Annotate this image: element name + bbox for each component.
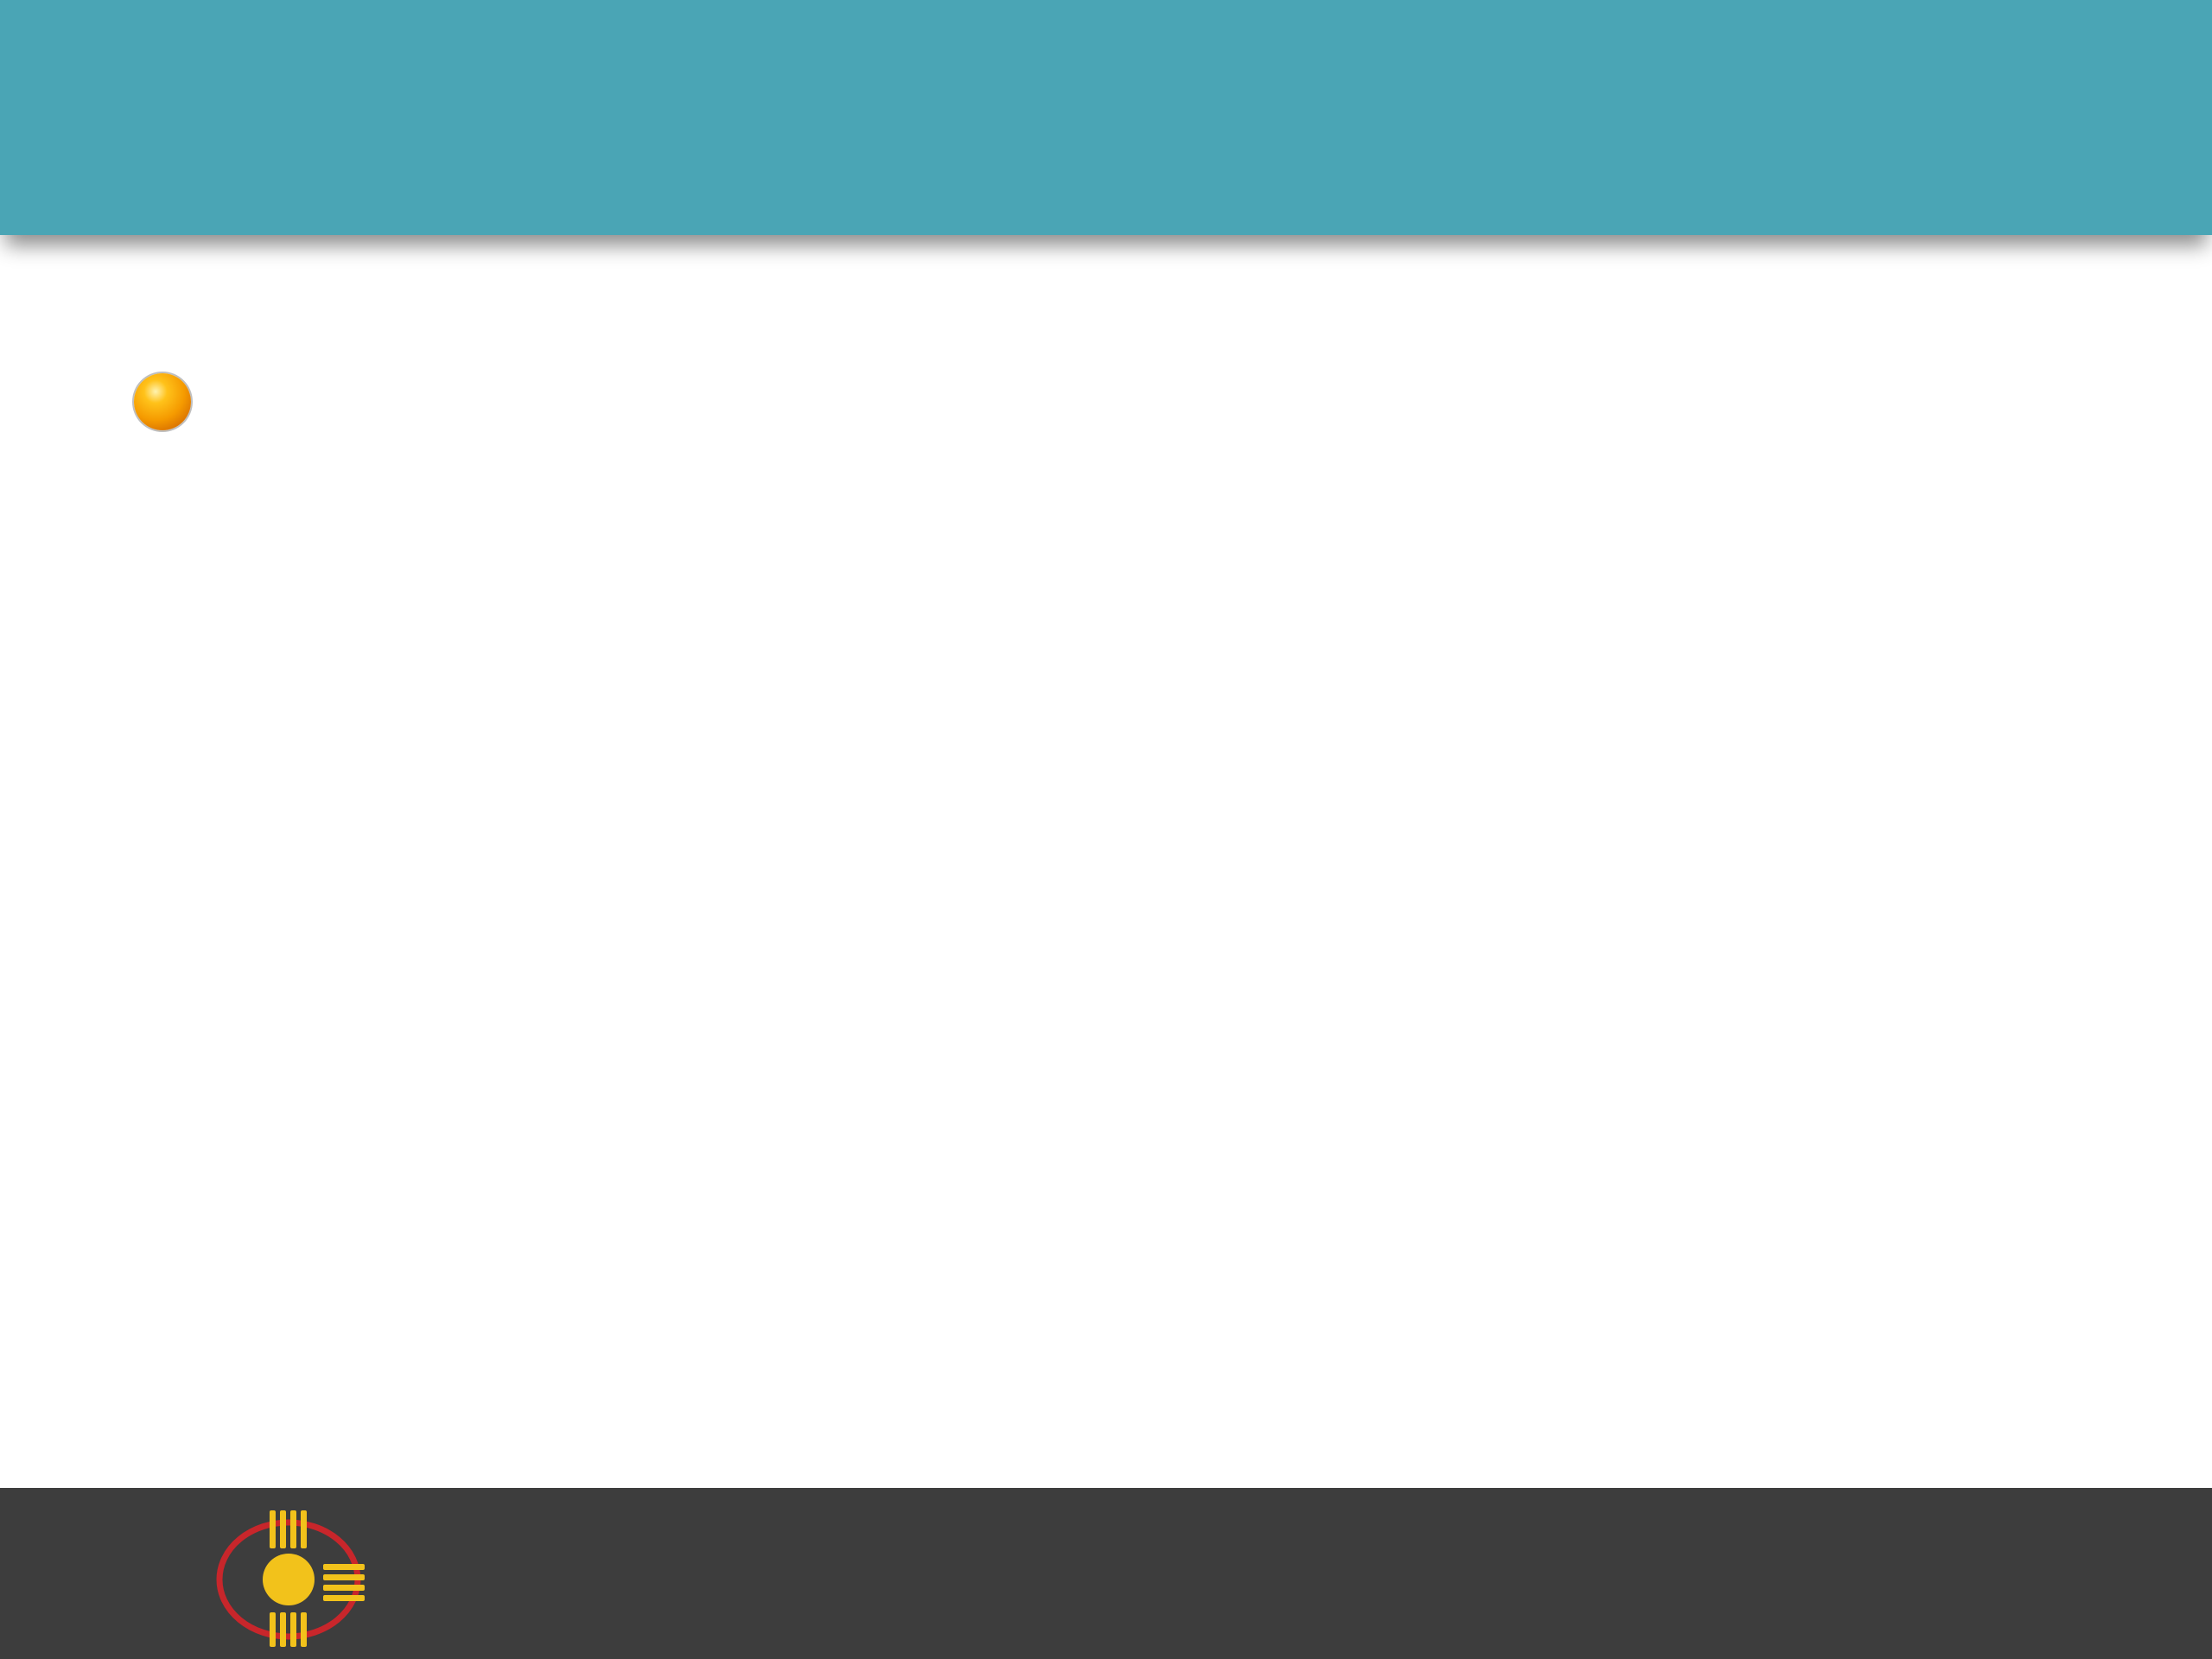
bullet-icon — [134, 373, 191, 430]
workforce-solutions-logo — [73, 1510, 375, 1649]
zia-sun-icon — [263, 1510, 365, 1647]
